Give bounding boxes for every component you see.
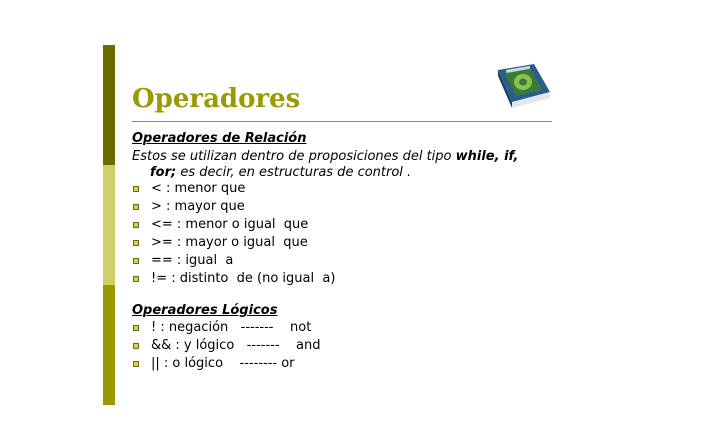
bullet-icon xyxy=(133,343,139,349)
relacion-list xyxy=(132,180,335,288)
list-item: ! : negación ------- not xyxy=(132,319,321,337)
intro-text xyxy=(132,149,552,181)
section-heading-relacion: Operadores de Relación xyxy=(132,131,307,146)
list-item: > : mayor que xyxy=(132,198,335,216)
intro-suffix: es decir, en estructuras de control . xyxy=(176,165,412,180)
title-rule xyxy=(132,121,552,122)
list-item: <= : menor o igual que xyxy=(132,216,335,234)
bullet-icon xyxy=(133,361,139,367)
bullet-icon xyxy=(133,186,139,192)
page-title: Operadores xyxy=(132,84,301,114)
side-bar-light xyxy=(103,165,115,285)
logicos-list xyxy=(132,319,321,373)
intro-keyword-1: while, if, xyxy=(455,149,519,164)
side-bar-olive xyxy=(103,285,115,405)
bullet-icon xyxy=(133,222,139,228)
list-item: == : igual a xyxy=(132,252,335,270)
list-item: != : distinto de (no igual a) xyxy=(132,270,335,288)
bullet-icon xyxy=(133,276,139,282)
side-bar-dark xyxy=(103,45,115,165)
list-item: >= : mayor o igual que xyxy=(132,234,335,252)
intro-keyword-2: for; xyxy=(150,165,177,180)
bullet-icon xyxy=(133,204,139,210)
list-item: < : menor que xyxy=(132,180,335,198)
bullet-icon xyxy=(133,325,139,331)
book-icon xyxy=(490,62,556,112)
bullet-icon xyxy=(133,240,139,246)
intro-prefix: Estos se utilizan dentro de proposiciones del tipo xyxy=(132,149,456,164)
list-item: || : o lógico -------- or xyxy=(132,355,321,373)
list-item: && : y lógico ------- and xyxy=(132,337,321,355)
section-heading-logicos: Operadores Lógicos xyxy=(132,303,278,318)
bullet-icon xyxy=(133,258,139,264)
